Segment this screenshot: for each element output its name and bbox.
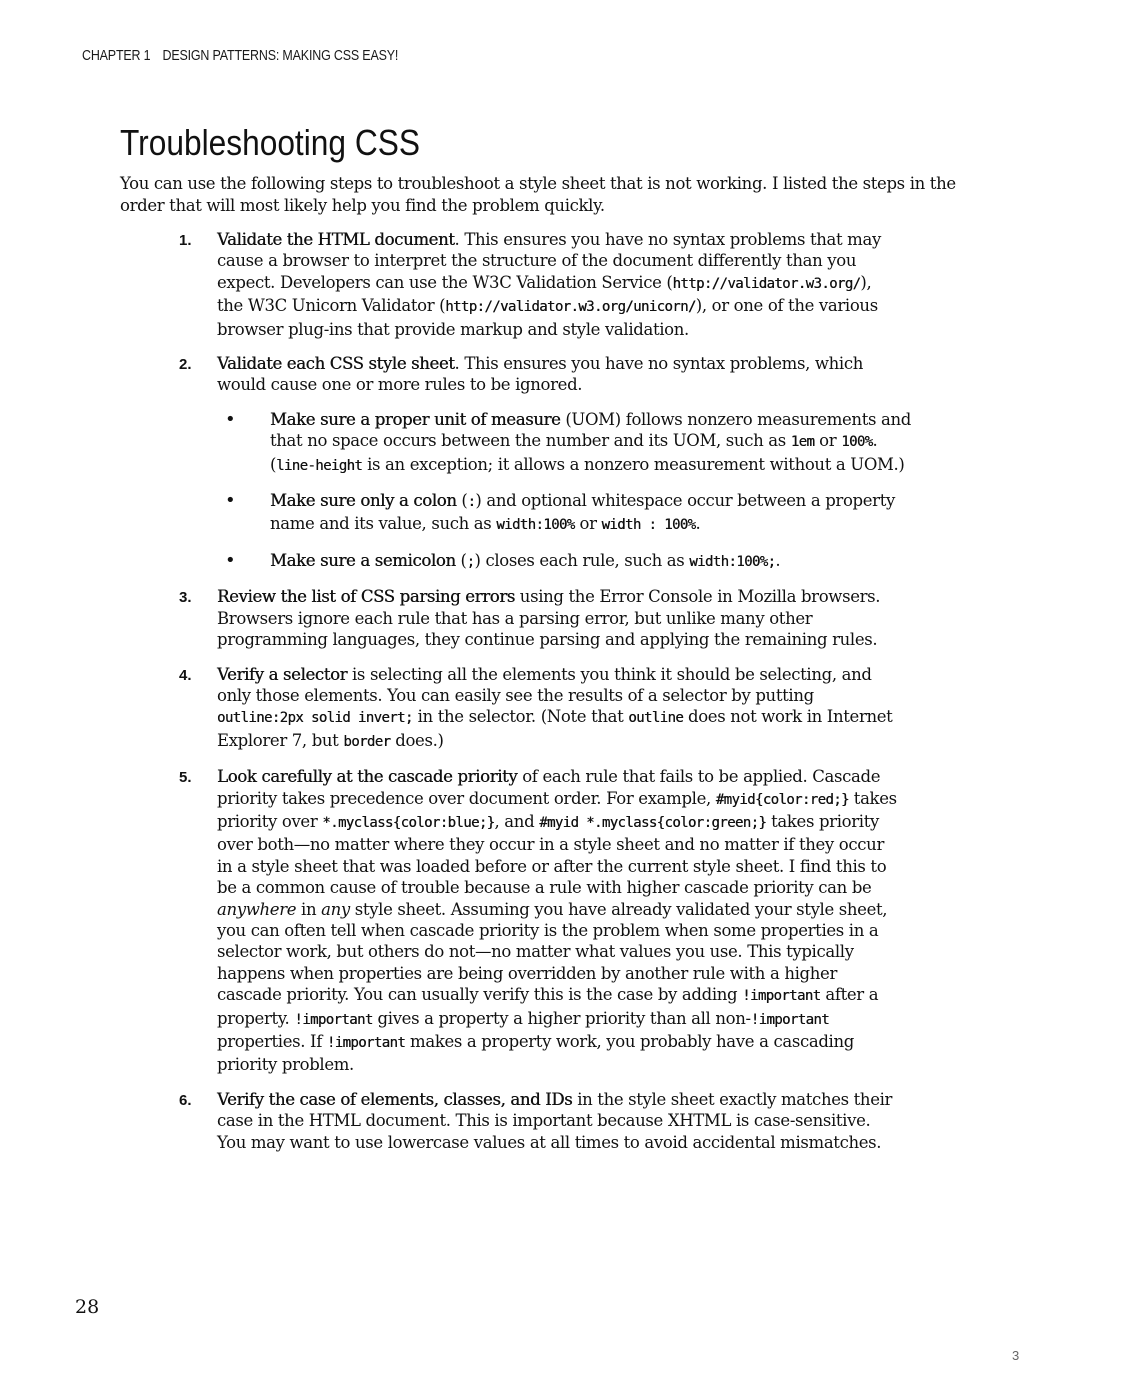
- bullet-text: .: [695, 514, 701, 534]
- step-2: [0, 353, 911, 573]
- code-sample: 100%: [841, 434, 873, 451]
- code-sample: width:100%: [496, 517, 575, 534]
- step-text: of each rule that fails to be applied. Cascade priority takes precedence over document order. For example,: [217, 767, 881, 808]
- bullet-text: or: [574, 514, 602, 534]
- troubleshooting-steps: [0, 229, 1125, 1166]
- bullet-text: (UOM) follows nonzero measurements and that no space occurs between the number and its UOM, such as: [270, 409, 911, 451]
- code-sample: :: [467, 494, 476, 511]
- emphasis: any: [321, 899, 350, 919]
- step-text: , and: [494, 811, 540, 831]
- code-sample: !important: [742, 988, 821, 1005]
- page-number: 28: [75, 1296, 100, 1318]
- step-lead: Validate each CSS style sheet: [217, 354, 455, 374]
- step-text: gives a property a higher priority than all non-: [372, 1008, 751, 1028]
- code-sample: !important: [750, 1011, 830, 1028]
- step-number: 4.: [179, 666, 192, 684]
- step-lead: Review the list of CSS parsing errors: [217, 587, 515, 607]
- bullet-lead: Make sure a semicolon: [270, 550, 456, 570]
- step-text: does not work in Internet Explorer 7, but: [217, 707, 893, 750]
- step-4: [0, 664, 897, 754]
- step-text: using the Error Console in Mozilla browsers. Browsers ignore each rule that has a parsing error, but unlike many other programming languages, they continue parsing and applying the remaining rules.: [217, 587, 881, 650]
- step-text: does.): [390, 730, 444, 750]
- css-checklist: [217, 408, 911, 573]
- code-sample: border: [343, 733, 391, 750]
- code-sample: width : 100%: [601, 517, 696, 534]
- code-sample: *.myclass{color:blue;}: [322, 814, 495, 831]
- code-sample: outline:2px solid invert;: [217, 710, 413, 727]
- step-text: in the style sheet exactly matches their case in the HTML document. This is important because XHTML is case-sensitive. You may want to use lowercase values at all times to avoid accidental mismatches.: [217, 1089, 893, 1152]
- step-lead: Validate the HTML document: [217, 230, 455, 249]
- code-sample: !important: [326, 1035, 406, 1051]
- running-head: [82, 48, 398, 64]
- step-text: in: [296, 899, 322, 919]
- step-text: style sheet. Assuming you have already validated your style sheet, you can often tell when cascade priority is the problem when some properties in a selector work, but others do not—no matter what values you use. This typically happens when properties are being overridden by another rule with a higher cascade priority. You can usually verify this is the case by adding: [217, 899, 888, 1005]
- bullet-text: ) and optional whitespace occur between a property name and its value, such as: [270, 491, 895, 534]
- url-unicorn-validator: http://validator.w3.org/unicorn/: [445, 299, 696, 316]
- step-text: ), or one of the various browser plug-ins that provide markup and style validation.: [217, 296, 878, 339]
- bullet-marker: •: [225, 549, 236, 571]
- step-text: . This ensures you have no syntax problems that may cause a browser to interpret the structure of the document differently than you expect. Developers can use the W3C Validation Service (: [217, 230, 881, 292]
- bullet-text: .: [775, 550, 781, 570]
- step-lead: Look carefully at the cascade priority: [217, 767, 518, 787]
- bullet-unit-of-measure: [217, 409, 915, 477]
- step-number: 5.: [179, 769, 192, 787]
- bullet-marker: •: [225, 490, 236, 512]
- step-text: properties. If: [217, 1032, 327, 1051]
- bullet-text: ) closes each rule, such as: [474, 550, 690, 570]
- step-text: ), the W3C Unicorn Validator (: [217, 272, 872, 316]
- bullet-lead: Make sure a proper unit of measure: [270, 409, 561, 429]
- code-sample: !important: [294, 1011, 373, 1028]
- step-lead: Verify the case of elements, classes, and IDs: [217, 1089, 573, 1109]
- code-sample: ;: [466, 553, 475, 570]
- code-sample: #myid *.myclass{color:green;}: [539, 814, 767, 831]
- bullet-marker: •: [225, 408, 236, 430]
- chapter-title: DESIGN PATTERNS: MAKING CSS EASY!: [162, 48, 399, 64]
- step-text: is selecting all the elements you think it should be selecting, and only those elements. You can easily see the results of a selector by putting: [217, 664, 872, 705]
- step-text: in the selector. (Note that: [412, 707, 629, 727]
- bullet-text: . (: [270, 431, 878, 474]
- bullet-text: is an exception; it allows a nonzero measurement without a UOM.): [362, 454, 905, 474]
- chapter-label: CHAPTER 1: [82, 48, 151, 64]
- bullet-colon: [217, 490, 915, 537]
- step-text: takes priority over: [217, 788, 897, 831]
- url-w3c-validator: http://validator.w3.org/: [672, 275, 861, 292]
- step-text: takes priority over both—no matter where they occur in a style sheet and no matter if they occur in a style sheet that was loaded before or after the current style sheet. I find this to be a common cause of trouble because a rule with higher cascade priority can be: [217, 811, 887, 898]
- step-text: makes a property work, you probably have a cascading priority problem.: [217, 1032, 854, 1075]
- code-sample: line-height: [276, 457, 363, 474]
- intro-paragraph: You can use the following steps to troubleshoot a style sheet that is not working. I listed the steps in the order that will most likely help you find the problem quickly.: [120, 174, 956, 215]
- step-5: [0, 766, 897, 1076]
- step-text: after a property.: [217, 985, 879, 1028]
- code-sample: #myid{color:red;}: [715, 791, 849, 808]
- step-1: [0, 229, 897, 340]
- step-number: 6.: [179, 1091, 192, 1109]
- step-number: 3.: [179, 589, 192, 607]
- bullet-text: (: [455, 550, 467, 570]
- code-sample: 1em: [790, 434, 815, 451]
- code-sample: width:100%;: [689, 553, 776, 570]
- bullet-text: or: [814, 431, 842, 451]
- section-heading: Troubleshooting CSS: [120, 122, 420, 163]
- page-marker: 3: [1012, 1348, 1020, 1363]
- step-6: [0, 1089, 897, 1153]
- step-number: 1.: [179, 232, 192, 249]
- code-sample: outline: [628, 710, 684, 727]
- bullet-semicolon: [217, 550, 915, 573]
- emphasis: anywhere: [217, 899, 297, 919]
- step-number: 2.: [179, 356, 192, 374]
- step-lead: Verify a selector: [217, 664, 348, 684]
- step-3: [0, 586, 897, 650]
- step-text: . This ensures you have no syntax problems, which would cause one or more rules to be ignored.: [217, 354, 864, 395]
- bullet-lead: Make sure only a colon: [270, 491, 457, 511]
- bullet-text: (: [456, 491, 468, 511]
